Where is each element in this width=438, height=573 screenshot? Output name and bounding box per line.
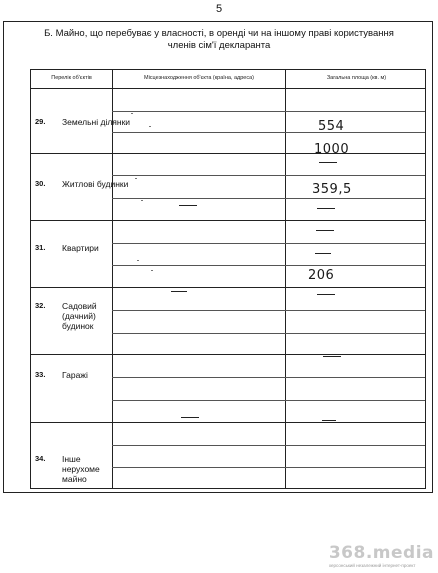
handwritten-dash [323, 356, 341, 357]
handwritten-dash [171, 291, 187, 292]
header-divider [31, 88, 425, 89]
column-header-location: Місцезнаходження об'єкта (країна, адреса) [144, 75, 254, 81]
handwritten-area-value: 554 [318, 119, 345, 134]
row-divider [31, 153, 425, 154]
row-number: 33. [35, 370, 46, 379]
handwritten-dash [319, 162, 337, 163]
watermark-tagline: херсонський незалежний інтернет-проект [328, 563, 416, 568]
sub-row-line [112, 265, 425, 266]
handwritten-dash [175, 354, 193, 355]
redaction-mark [149, 126, 151, 127]
section-heading [34, 28, 404, 52]
column-header-area: Загальна площа (кв. м) [326, 75, 387, 81]
handwritten-dash [316, 230, 334, 231]
row-divider [31, 354, 425, 355]
property-table [30, 69, 426, 489]
sub-row-line [112, 243, 425, 244]
row-divider [31, 287, 425, 288]
column-header-object: Перелік об'єктів [51, 75, 92, 81]
sub-row-line [112, 132, 425, 133]
watermark-logo [329, 545, 434, 568]
handwritten-dash [179, 205, 197, 206]
sub-row-line [112, 377, 425, 378]
section-heading-line-2: членів сім'ї декларанта [167, 40, 271, 51]
sub-row-line [112, 111, 425, 112]
row-label-apartments: Квартири [62, 243, 99, 253]
sub-row-line [112, 310, 425, 311]
row-number: 31. [35, 243, 46, 252]
handwritten-dash [317, 294, 335, 295]
sub-row-line [112, 198, 425, 199]
redaction-mark [141, 200, 143, 201]
row-number: 34. [35, 454, 46, 463]
row-label-other-real-estate: Інше нерухоме майно [62, 454, 100, 484]
redaction-mark [151, 270, 153, 271]
row-number: 29. [35, 117, 46, 126]
sub-row-line [112, 445, 425, 446]
handwritten-area-value: 206 [308, 268, 335, 283]
redaction-mark [137, 260, 139, 261]
row-label-houses: Житлові будинки [62, 179, 129, 189]
sub-row-line [112, 333, 425, 334]
watermark-brand: 368.media [328, 543, 434, 563]
handwritten-dash [181, 417, 199, 418]
row-label-garden-house: Садовий (дачний) будинок [62, 301, 97, 331]
row-number: 32. [35, 301, 46, 310]
section-heading-line-1: Б. Майно, що перебуває у власності, в оренді чи на іншому праві користування [44, 28, 394, 39]
redaction-mark [135, 178, 137, 179]
redaction-mark [131, 113, 133, 114]
declaration-form-frame [3, 21, 433, 493]
handwritten-area-value: 359,5 [312, 182, 352, 197]
handwritten-dash [317, 208, 335, 209]
sub-row-line [112, 467, 425, 468]
row-divider [31, 220, 425, 221]
handwritten-dash [315, 253, 331, 254]
row-number: 30. [35, 179, 46, 188]
row-label-garages: Гаражі [62, 370, 88, 380]
sub-row-line [112, 175, 425, 176]
handwritten-dash [322, 420, 336, 421]
row-divider [31, 422, 425, 423]
row-label-land-plots: Земельні ділянки [62, 117, 131, 127]
sub-row-line [112, 400, 425, 401]
page-number: 5 [215, 3, 223, 15]
handwritten-area-value: 1000 [314, 142, 350, 157]
